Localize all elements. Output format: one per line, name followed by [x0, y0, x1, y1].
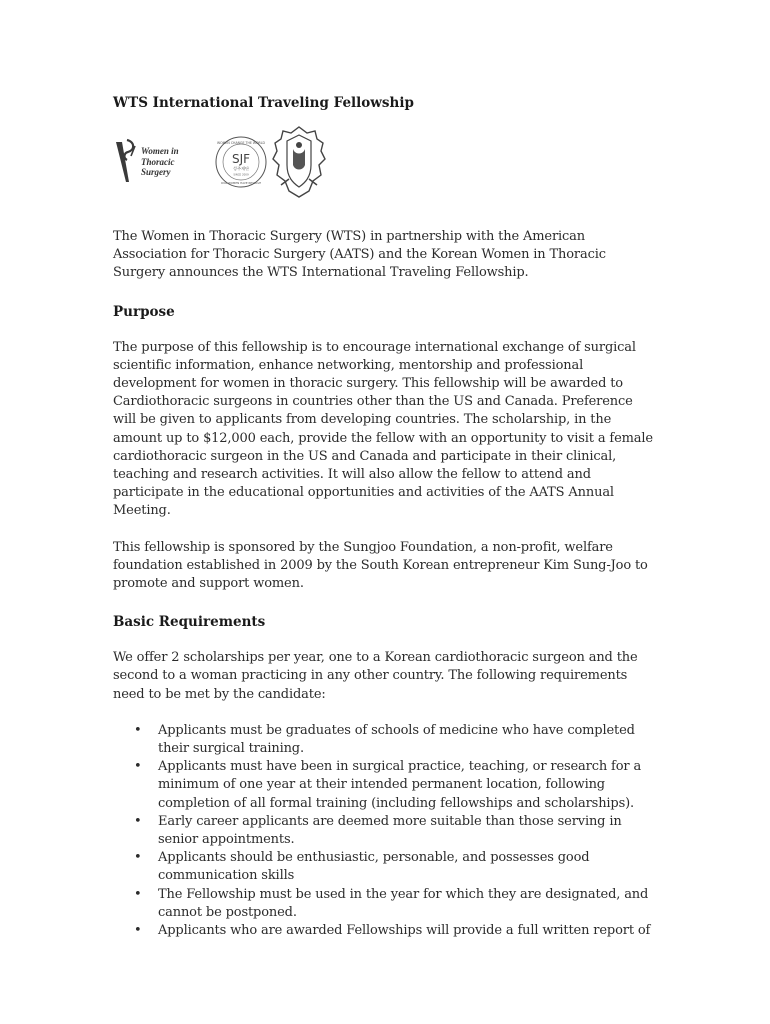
sjf-sungjoo-foundation-logo	[215, 136, 267, 188]
list-item: • Applicants must have been in surgical practice, teaching, or research for a minimum of one year at their intended permanent location, following completion of all formal training (including fellowships and scholarships).	[158, 758, 658, 813]
wits-line-1: Women in	[141, 146, 179, 157]
requirements-intro: We offer 2 scholarships per year, one to a Korean cardiothoracic surgeon and the second to a woman practicing in any other country. The following requirements need to be met by the candidate:	[113, 650, 638, 702]
requirements-heading: Basic Requirements	[113, 614, 266, 631]
women-in-thoracic-surgery-logo	[113, 127, 193, 197]
sjf-ring-top-text: WOMEN CHANGE THE WORLD	[217, 141, 265, 145]
list-item: • Early career applicants are deemed more suitable than those serving in senior appointments.	[158, 813, 658, 849]
korean-society-crest-icon	[271, 125, 327, 199]
sponsor-logos	[113, 123, 658, 201]
wits-line-2: Thoracic	[141, 156, 175, 167]
sjf-since-text: SINCE 2009	[233, 173, 249, 177]
document-page	[113, 93, 658, 940]
sjf-monogram: SJF	[231, 152, 251, 166]
list-item: • Applicants should be enthusiastic, personable, and possesses good communication skills	[158, 849, 658, 885]
sjf-ring-bottom-text: OUR WOMEN HAVE RESOLVE	[220, 181, 262, 185]
intro-paragraph: The Women in Thoracic Surgery (WTS) in partnership with the American Association for Thoracic Surgery (AATS) and the Korean Women in Thoracic Surgery announces the WTS International Traveling Fellowship.	[113, 229, 606, 281]
list-item: • Applicants must be graduates of schools of medicine who have completed their surgical training.	[158, 722, 658, 758]
purpose-paragraph: The purpose of this fellowship is to encourage international exchange of surgical scientific information, enhance networking, mentorship and professional development for women in thoracic surgery. This fellowship will be awarded to Cardiothoracic surgeons in countries other than the US and Canada. Preference will be given to applicants from developing countries. The scholarship, in the amount up to $12,000 each, provide the fellow with an opportunity to visit a female cardiothoracic surgeon in the US and Canada and participate in their clinical, teaching and research activities. It will also allow the fellow to attend and participate in the educational opportunities and activities of the AATS Annual Meeting.	[113, 339, 653, 519]
sjf-korean-name: 성주재단	[232, 166, 250, 171]
wits-logo-text	[141, 146, 179, 178]
wits-line-3: Surgery	[141, 167, 171, 178]
requirements-list	[113, 722, 658, 940]
list-item: • Applicants who are awarded Fellowships will provide a full written report of	[158, 922, 658, 940]
list-item: • The Fellowship must be used in the year for which they are designated, and cannot be postponed.	[158, 886, 658, 922]
wits-emblem-icon	[113, 136, 139, 188]
document-title: WTS International Traveling Fellowship	[113, 95, 414, 111]
purpose-heading: Purpose	[113, 303, 175, 320]
sponsor-paragraph: This fellowship is sponsored by the Sungjoo Foundation, a non-profit, welfare foundation established in 2009 by the South Korean entrepreneur Kim Sung-Joo to promote and support women.	[113, 539, 648, 592]
